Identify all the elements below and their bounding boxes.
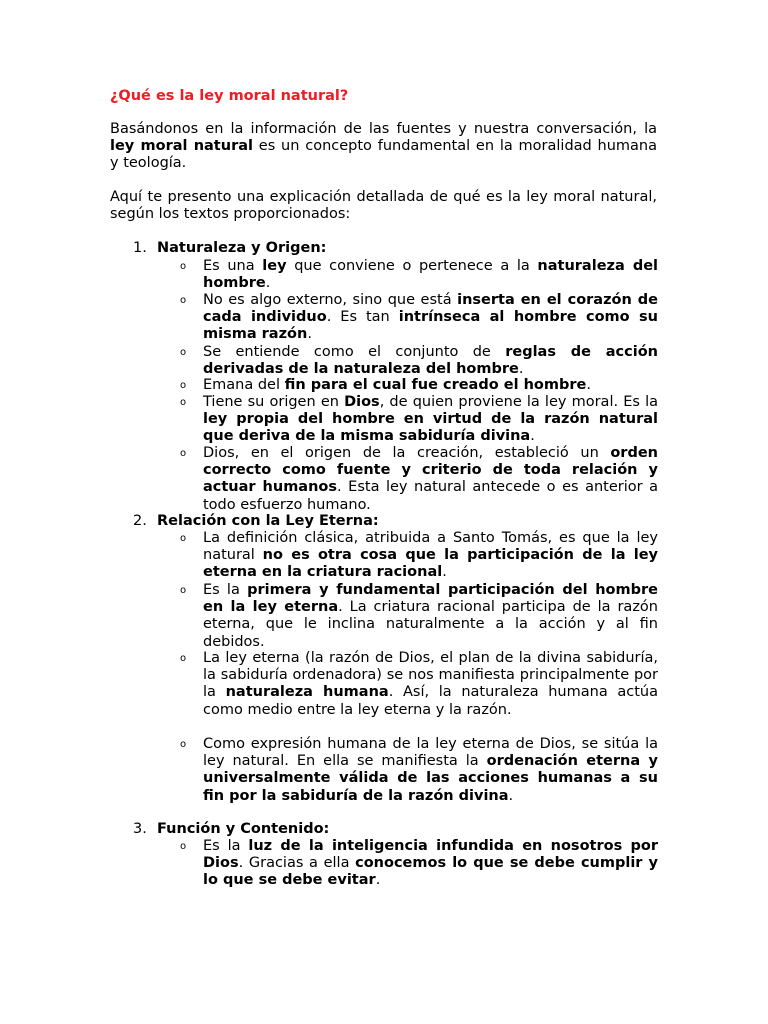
bullet-marker: o	[180, 533, 187, 544]
list-item	[203, 445, 658, 514]
bullet-marker: o	[180, 739, 187, 750]
bullet-marker: o	[180, 585, 187, 596]
item-text: Emana del	[203, 377, 285, 393]
item-text: Tiene su origen en	[203, 394, 345, 410]
list-item	[203, 394, 658, 446]
item-text: .	[586, 377, 591, 393]
intro-bold-term: ley moral natural	[110, 138, 253, 155]
list-item	[203, 838, 658, 890]
list-item	[203, 736, 658, 805]
bullet-marker: o	[180, 347, 187, 358]
item-text: Se entiende como el conjunto de	[203, 344, 506, 360]
section-heading-2	[133, 513, 657, 530]
bold-phrase: inserta en el corazón de cada individuo	[203, 292, 658, 326]
bold-phrase: reglas de acción derivadas de la naturaleza del hombre	[203, 344, 658, 378]
bold-phrase: luz de la inteligencia infundida en nosotros por Dios	[203, 838, 658, 872]
intro-paragraph-1	[110, 121, 657, 173]
bullet-marker: o	[180, 261, 187, 272]
item-text: que conviene o pertenece a la	[286, 258, 538, 274]
list-item	[203, 377, 658, 394]
item-text: .	[442, 564, 447, 581]
item-text: .	[265, 275, 271, 292]
item-text: . La criatura racional participa de la razón eterna, que le inclina naturalmente a la acción y al fin debidos.	[203, 599, 658, 650]
section-heading-3	[133, 821, 657, 838]
item-text: Como expresión humana de la ley eterna de Dios, se sitúa la ley natural. En ella se manifiesta la	[203, 736, 658, 770]
item-text: Dios, en el origen de la creación, estableció un	[203, 445, 611, 461]
bullet-marker: o	[180, 295, 187, 306]
bullet-marker: o	[180, 841, 187, 852]
section-number: 2.	[133, 513, 147, 529]
section-title: Función y Contenido:	[157, 821, 330, 837]
bullet-marker: o	[180, 380, 187, 391]
list-item	[203, 650, 658, 719]
document-title: ¿Qué es la ley moral natural?	[110, 88, 349, 104]
bullet-marker: o	[180, 397, 187, 408]
intro-paragraph-2: Aquí te presento una explicación detallada de qué es la ley moral natural, según los textos proporcionados:	[110, 189, 657, 223]
item-text: .	[508, 787, 514, 804]
item-text: . Esta ley natural antecede o es anterior a todo esfuerzo humano.	[203, 479, 659, 513]
bold-phrase: fin para el cual fue creado el hombre	[284, 377, 587, 393]
bullet-marker: o	[180, 653, 187, 664]
item-text: .	[307, 326, 312, 343]
item-text: Es una	[203, 258, 263, 274]
bullet-marker: o	[180, 448, 187, 459]
section-title: Naturaleza y Origen:	[157, 240, 327, 256]
bold-phrase: ley	[262, 258, 287, 274]
intro-text: Basándonos en la información de las fuentes y nuestra conversación, la	[110, 121, 657, 137]
item-text: . Es tan	[326, 309, 399, 326]
bold-phrase: Dios	[344, 394, 380, 410]
item-text: .	[530, 428, 535, 445]
list-item	[203, 258, 658, 292]
list-item	[203, 530, 658, 582]
list-item	[203, 292, 658, 344]
item-text: .	[518, 361, 524, 378]
bold-phrase: ordenación eterna y universalmente válida de las acciones humanas a su fin por la sabiduría de la razón divina	[203, 753, 658, 804]
item-text: La ley eterna (la razón de Dios, el plan de la divina sabiduría, la sabiduría ordenadora) se nos manifiesta principalmente por la	[203, 650, 658, 701]
bold-phrase: ley propia del hombre en virtud de la razón natural que deriva de la misma sabiduría divina	[203, 411, 658, 445]
item-text: No es algo externo, sino que está	[203, 292, 458, 308]
section-heading-1	[133, 240, 657, 257]
item-text: , de quien proviene la ley moral. Es la	[379, 394, 658, 410]
list-item	[203, 344, 658, 378]
item-text: La definición clásica, atribuida a Santo Tomás, es que la ley natural	[203, 530, 658, 564]
section-title: Relación con la Ley Eterna:	[157, 513, 379, 529]
bold-phrase: orden correcto como fuente y criterio de toda relación y actuar humanos	[203, 445, 658, 496]
item-text: . Gracias a ella	[238, 855, 356, 872]
list-item	[203, 582, 658, 651]
item-text: Es la	[203, 838, 249, 854]
section-number: 3.	[133, 821, 147, 837]
bold-phrase: intrínseca al hombre como su misma razón	[203, 309, 658, 343]
section-number: 1.	[133, 240, 147, 256]
bold-phrase: naturaleza humana	[225, 684, 389, 701]
bold-phrase: conocemos lo que se debe cumplir y lo que se debe evitar	[203, 855, 658, 889]
item-text: . Así, la naturaleza humana actúa como medio entre la ley eterna y la razón.	[203, 684, 658, 718]
bold-phrase: primera y fundamental participación del hombre en la ley eterna	[203, 582, 658, 616]
bold-phrase: naturaleza del hombre	[203, 258, 659, 292]
item-text: Es la	[203, 582, 248, 598]
bold-phrase: no es otra cosa que la participación de la ley eterna en la criatura racional	[203, 547, 659, 581]
intro-text: es un concepto fundamental en la moralidad humana y teología.	[110, 138, 657, 172]
item-text: .	[375, 872, 381, 889]
